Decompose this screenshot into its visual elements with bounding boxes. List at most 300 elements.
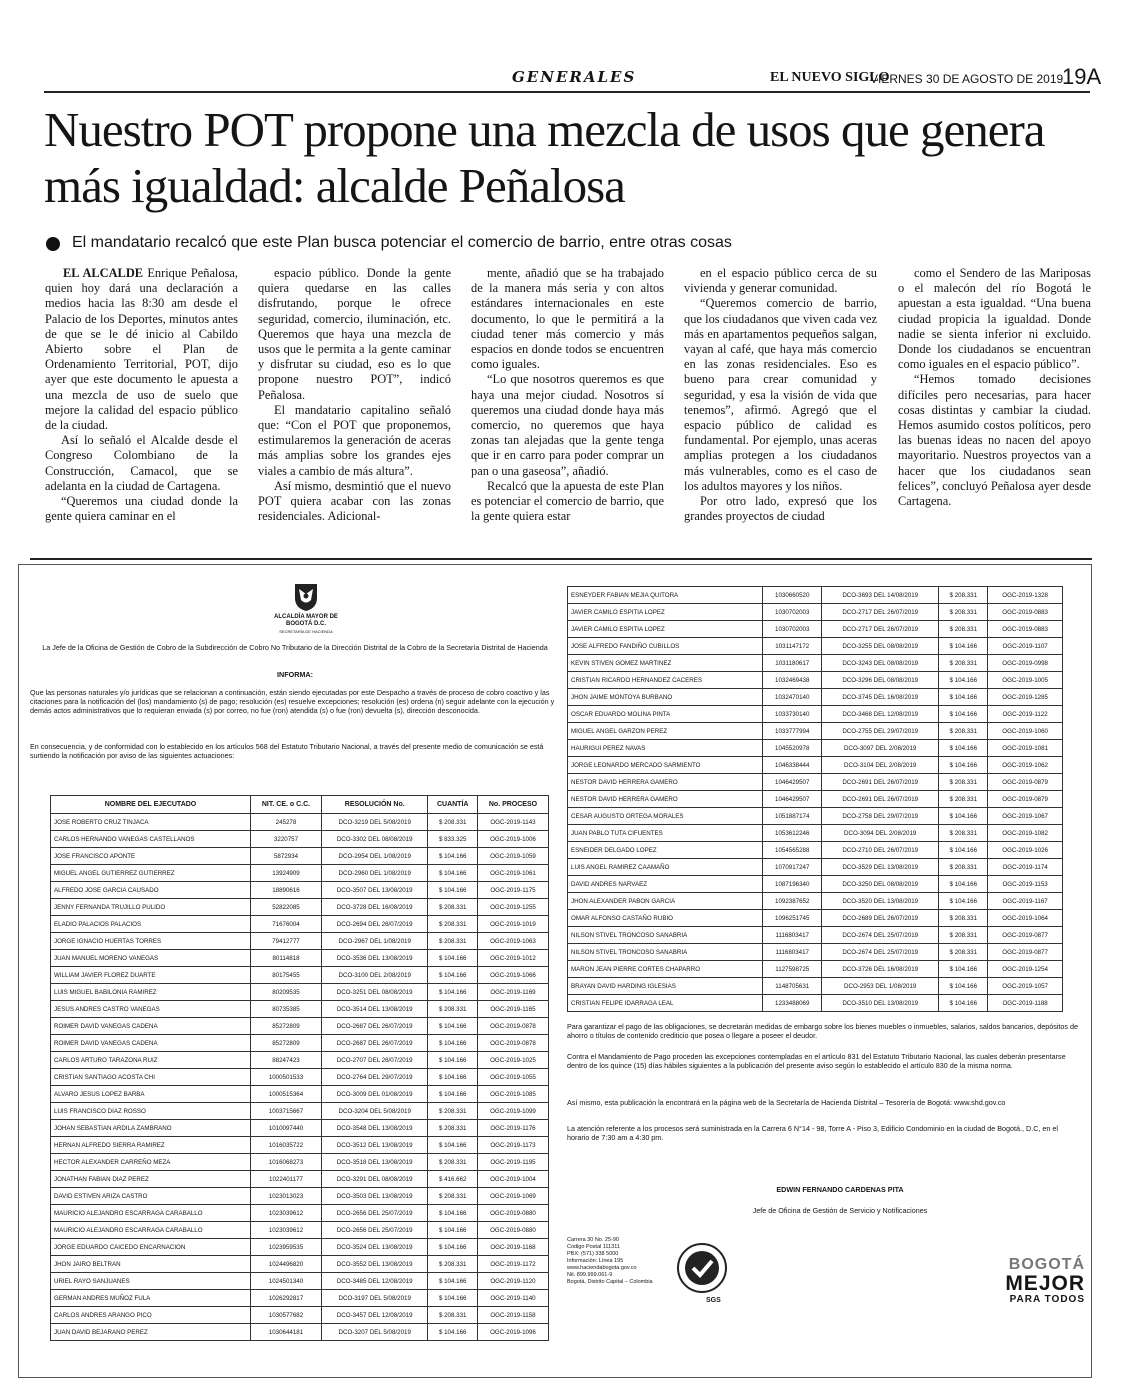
table-row xyxy=(51,1188,549,1205)
table-cell: ESNEYDER FABIAN MEJIA QUITORA xyxy=(568,587,763,604)
table-cell: 52822085 xyxy=(250,899,321,916)
table-cell: OGC-2019-0878 xyxy=(477,1018,548,1035)
table-row xyxy=(51,1256,549,1273)
table-cell: OGC-2019-1120 xyxy=(477,1273,548,1290)
table-cell: DCO-3197 DEL 5/08/2019 xyxy=(322,1290,428,1307)
table-cell: $ 208.331 xyxy=(939,604,988,621)
table-cell: CRISTIAN RICARDO HERNANDEZ CACERES xyxy=(568,672,763,689)
table-cell: OGC-2019-1082 xyxy=(988,825,1063,842)
article-paragraph: en el espacio público cerca de su vivienda y generar comunidad. xyxy=(684,266,877,296)
table-cell: DCO-3514 DEL 13/08/2019 xyxy=(322,1001,428,1018)
table-cell: $ 208.331 xyxy=(428,1103,478,1120)
table-cell: DCO-3510 DEL 13/08/2019 xyxy=(822,995,939,1012)
table-row xyxy=(51,899,549,916)
table-cell: $ 104.166 xyxy=(428,1239,478,1256)
table-header-cell: NOMBRE DEL EJECUTADO xyxy=(51,796,251,814)
table-cell: OGC-2019-1067 xyxy=(988,808,1063,825)
table-cell: $ 208.331 xyxy=(428,1307,478,1324)
table-row xyxy=(51,1239,549,1256)
table-cell: OGC-2019-1107 xyxy=(988,638,1063,655)
table-cell: DCO-3536 DEL 13/08/2019 xyxy=(322,950,428,967)
table-cell: OGC-2019-1173 xyxy=(477,1137,548,1154)
article-column-2 xyxy=(258,266,451,524)
table-cell: 1233488069 xyxy=(763,995,822,1012)
table-cell: $ 104.166 xyxy=(939,672,988,689)
table-row xyxy=(51,831,549,848)
table-cell: $ 104.166 xyxy=(428,967,478,984)
table-cell: DCO-3524 DEL 13/08/2019 xyxy=(322,1239,428,1256)
table-cell: OGC-2019-0883 xyxy=(988,604,1063,621)
table-cell: 1033777994 xyxy=(763,723,822,740)
table-cell: OGC-2019-1099 xyxy=(477,1103,548,1120)
certification-seal-icon xyxy=(672,1240,732,1300)
table-cell: OGC-2019-1061 xyxy=(477,865,548,882)
table-cell: DAVID ANDRES NARVAEZ xyxy=(568,876,763,893)
article-paragraph: mente, añadió que se ha trabajado de la manera más seria y con altos estándares internacionales en este documento, lo que le permitirá a la ciudad tener más comercio y más espacios en donde todos se encuentren como iguales. xyxy=(471,266,664,372)
table-cell: DCO-3728 DEL 16/08/2019 xyxy=(322,899,428,916)
table-cell: 79412777 xyxy=(250,933,321,950)
table-cell: 1000501533 xyxy=(250,1069,321,1086)
table-cell: DCO-3512 DEL 13/08/2019 xyxy=(322,1137,428,1154)
notice-web-paragraph: Así mismo, esta publicación la encontrará en la página web de la Secretaría de Hacienda Distrital – Tesorería de Bogotá: www.shd.gov.co xyxy=(567,1098,1006,1107)
table-row xyxy=(568,927,1063,944)
table-cell: $ 104.166 xyxy=(428,950,478,967)
notice-paragraph-1: Que las personas naturales y/o jurídicas que se relacionan a continuación, están siendo ejecutadas por este Despacho a través de proceso de cobro coactivo y las citaciones para la notificación del (los) mandamiento (s) de pago; resolución (es) resuelve excepciones; resolución (es) ordena (n) seguir adelante con la ejecución y demás actos administrativos que lo requieran enviada (s) por correo, no fue (ron) atendida (s) o fue (ron) devuelta (s), dirección desconocida. xyxy=(30,688,555,715)
table-cell: 1096251745 xyxy=(763,910,822,927)
table-cell: OGC-2019-1060 xyxy=(988,723,1063,740)
table-cell: $ 104.166 xyxy=(428,1069,478,1086)
table-cell: DCO-3507 DEL 13/08/2019 xyxy=(322,882,428,899)
table-cell: CARLOS ANDRES ARANGO PICO xyxy=(51,1307,251,1324)
table-cell: $ 104.166 xyxy=(428,1290,478,1307)
table-cell: CESAR AUGUSTO ORTEGA MORALES xyxy=(568,808,763,825)
section-separator xyxy=(30,558,1092,560)
table-header-cell: No. PROCESO xyxy=(477,796,548,814)
table-cell: OGC-2019-1174 xyxy=(988,859,1063,876)
table-cell: DCO-3302 DEL 08/08/2019 xyxy=(322,831,428,848)
table-cell: $ 104.166 xyxy=(939,978,988,995)
table-row xyxy=(568,655,1063,672)
table-cell: $ 208.331 xyxy=(428,1188,478,1205)
table-cell: JONATHAN FABIAN DIAZ PEREZ xyxy=(51,1171,251,1188)
table-cell: OGC-2019-1255 xyxy=(477,899,548,916)
table-cell: JUAN DAVID BEJARANO PEREZ xyxy=(51,1324,251,1341)
table-row xyxy=(51,1018,549,1035)
table-cell: OGC-2019-1172 xyxy=(477,1256,548,1273)
table-cell: OGC-2019-0883 xyxy=(988,621,1063,638)
article-paragraph xyxy=(45,266,238,433)
table-cell: 1016068273 xyxy=(250,1154,321,1171)
table-row xyxy=(568,893,1063,910)
secretaria-name: SECRETARÍA DE HACIENDA xyxy=(279,629,333,634)
table-cell: WILLIAM JAVIER FLOREZ DUARTE xyxy=(51,967,251,984)
table-cell: $ 208.331 xyxy=(939,825,988,842)
table-cell: OGC-2019-0877 xyxy=(988,944,1063,961)
table-cell: OGC-2019-1066 xyxy=(477,967,548,984)
signer-name: EDWIN FERNANDO CARDENAS PITA xyxy=(776,1185,904,1194)
notice-intro: La Jefe de la Oficina de Gestión de Cobro de la Subdirección de Cobro No Tributario de la Dirección Distrital de la Cobro de la Secretaría Distrital de Hacienda xyxy=(42,643,548,652)
table-cell: $ 833.325 xyxy=(428,831,478,848)
table-cell: CARLOS HERNANDO VANEGAS CASTELLANOS xyxy=(51,831,251,848)
table-row xyxy=(51,1052,549,1069)
table-cell: 3220757 xyxy=(250,831,321,848)
table-cell: $ 208.331 xyxy=(428,814,478,831)
newspaper-name: EL NUEVO SIGLO xyxy=(770,70,890,85)
table-cell: DCO-3009 DEL 01/08/2019 xyxy=(322,1086,428,1103)
table-cell: BRAYAN DAVID HARDING IGLESIAS xyxy=(568,978,763,995)
table-cell: DCO-2656 DEL 25/07/2019 xyxy=(322,1222,428,1239)
table-cell: $ 104.166 xyxy=(428,1222,478,1239)
table-row xyxy=(568,910,1063,927)
table-cell: OGC-2019-0998 xyxy=(988,655,1063,672)
table-header-row xyxy=(51,796,549,814)
table-cell: JHON ALEXANDER PABON GARCIA xyxy=(568,893,763,910)
table-cell: $ 104.166 xyxy=(939,893,988,910)
table-cell: $ 104.166 xyxy=(939,757,988,774)
table-cell: OGC-2019-1062 xyxy=(988,757,1063,774)
table-cell: 1024501340 xyxy=(250,1273,321,1290)
article-paragraph: “Hemos tomado decisiones difíciles pero necesarias, para hacer cosas distintas y cambiar la ciudad. Hemos asumido costos políticos, pero las buenas ideas no nacen del apoyo mayoritario. Nuestros proyectos van a hacer que los ciudadanos sean felices”, concluyó Peñalosa ayer desde Cartagena. xyxy=(898,372,1091,509)
notice-embargo-paragraph: Para garantizar el pago de las obligaciones, se decretarán medidas de embargo sobre los bienes muebles o inmuebles, salarios, saldos bancarios, depósitos de ahorro o títulos de contenido crediticio que posea o llegare a poseer el deudor. xyxy=(567,1022,1079,1040)
table-cell: DCO-3255 DEL 08/08/2019 xyxy=(822,638,939,655)
table-header-cell: NIT. CE. o C.C. xyxy=(250,796,321,814)
table-cell: $ 208.331 xyxy=(428,1154,478,1171)
table-cell: $ 208.331 xyxy=(939,655,988,672)
table-cell: OGC-2019-0880 xyxy=(477,1205,548,1222)
table-row xyxy=(51,1137,549,1154)
table-cell: ESNEIDER DELGADO LOPEZ xyxy=(568,842,763,859)
table-row xyxy=(51,848,549,865)
table-cell: JORGE LEONARDO MERCADO SARMIENTO xyxy=(568,757,763,774)
table-cell: 1087196340 xyxy=(763,876,822,893)
table-cell: 80209535 xyxy=(250,984,321,1001)
table-cell: 1031180617 xyxy=(763,655,822,672)
table-cell: JAVIER CAMILO ESPITIA LOPEZ xyxy=(568,604,763,621)
table-cell: JOSE ALFREDO FANDIÑO CUBILLOS xyxy=(568,638,763,655)
table-cell: $ 416.662 xyxy=(428,1171,478,1188)
table-cell: JOSE ROBERTO CRUZ TINJACA xyxy=(51,814,251,831)
table-cell: $ 104.166 xyxy=(428,848,478,865)
table-row xyxy=(568,723,1063,740)
table-cell: $ 104.166 xyxy=(428,984,478,1001)
table-cell: 1033730140 xyxy=(763,706,822,723)
table-cell: $ 208.331 xyxy=(939,944,988,961)
table-cell: DCO-2694 DEL 26/07/2019 xyxy=(322,916,428,933)
table-row xyxy=(51,1171,549,1188)
table-row xyxy=(51,1273,549,1290)
table-cell: LUIS ANGEL RAMIREZ CAAMAÑO xyxy=(568,859,763,876)
table-cell: OGC-2019-1057 xyxy=(988,978,1063,995)
table-cell: OGC-2019-1285 xyxy=(988,689,1063,706)
page-number: 19A xyxy=(1062,64,1102,89)
table-cell: OGC-2019-1169 xyxy=(477,984,548,1001)
table-cell: $ 104.166 xyxy=(939,740,988,757)
table-row xyxy=(51,1222,549,1239)
table-cell: DCO-2717 DEL 26/07/2019 xyxy=(822,621,939,638)
table-cell: DCO-2674 DEL 25/07/2019 xyxy=(822,927,939,944)
article-paragraph: Por otro lado, expresó que los grandes proyectos de ciudad xyxy=(684,494,877,524)
table-cell: $ 104.166 xyxy=(428,1035,478,1052)
table-cell: JESUS ANDRES CASTRO VANEGAS xyxy=(51,1001,251,1018)
table-cell: DCO-3104 DEL 2/08/2019 xyxy=(822,757,939,774)
table-cell: ROIMER DAVID VANEGAS CADENA xyxy=(51,1018,251,1035)
table-cell: DCO-3291 DEL 08/08/2019 xyxy=(322,1171,428,1188)
table-cell: OSCAR EDUARDO MOLINA PINTA xyxy=(568,706,763,723)
table-cell: 1030660520 xyxy=(763,587,822,604)
table-cell: DCO-3097 DEL 2/08/2019 xyxy=(822,740,939,757)
table-cell: 1030702003 xyxy=(763,621,822,638)
table-row xyxy=(568,638,1063,655)
table-cell: OGC-2019-1328 xyxy=(988,587,1063,604)
table-cell: 1054565288 xyxy=(763,842,822,859)
table-cell: CRISTIAN FELIPE IDARRAGA LEAL xyxy=(568,995,763,1012)
contact-line: Codigo Postal 111311 xyxy=(567,1244,620,1250)
table-cell: OGC-2019-1096 xyxy=(477,1324,548,1341)
table-row xyxy=(568,808,1063,825)
table-cell: DCO-3745 DEL 16/08/2019 xyxy=(822,689,939,706)
article-paragraph: espacio público. Donde la gente quiera quedarse en las calles disfrutando, porque le ofrece seguridad, comercio, iluminación, etc. Queremos que haya una mezcla de usos que le permita a la gente caminar y disfrutar su ciudad, eso es lo que propone nuestro POT”, indicó Peñalosa. xyxy=(258,266,451,402)
table-cell: 1070917247 xyxy=(763,859,822,876)
alcaldia-name: ALCALDÍA MAYOR DE BOGOTÁ D.C. xyxy=(274,614,338,627)
table-cell: OGC-2019-1168 xyxy=(477,1239,548,1256)
table-row xyxy=(568,978,1063,995)
table-row xyxy=(568,791,1063,808)
table-cell: DCO-3503 DEL 13/08/2019 xyxy=(322,1188,428,1205)
table-row xyxy=(568,689,1063,706)
table-cell: OGC-2019-1019 xyxy=(477,916,548,933)
table-cell: 1127598725 xyxy=(763,961,822,978)
table-row xyxy=(51,1154,549,1171)
table-cell: OGC-2019-1004 xyxy=(477,1171,548,1188)
table-cell: OGC-2019-1006 xyxy=(477,831,548,848)
headline: Nuestro POT propone una mezcla de usos que genera más igualdad: alcalde Peñalosa xyxy=(44,102,1045,213)
table-cell: OGC-2019-1063 xyxy=(477,933,548,950)
table-cell: 85272809 xyxy=(250,1035,321,1052)
table-cell: $ 208.331 xyxy=(939,791,988,808)
table-cell: KEVIN STIVEN GOMEZ MARTINEZ xyxy=(568,655,763,672)
table-cell: DCO-2687 DEL 26/07/2019 xyxy=(322,1035,428,1052)
table-row xyxy=(51,882,549,899)
table-cell: 88247423 xyxy=(250,1052,321,1069)
table-cell: $ 104.166 xyxy=(939,995,988,1012)
table-cell: $ 104.166 xyxy=(428,1137,478,1154)
debtors-table-right xyxy=(567,586,1063,1012)
table-row xyxy=(51,1307,549,1324)
table-cell: OGC-2019-1167 xyxy=(988,893,1063,910)
table-cell: HAURIGUI PEREZ NAVAS xyxy=(568,740,763,757)
table-cell: 1024496820 xyxy=(250,1256,321,1273)
alcaldia-label xyxy=(270,614,342,635)
bullet-icon xyxy=(46,237,60,251)
table-cell: 85272809 xyxy=(250,1018,321,1035)
table-row xyxy=(568,587,1063,604)
signer-title: Jefe de Oficina de Gestión de Servicio y Notificaciones xyxy=(752,1206,928,1215)
table-cell: $ 208.331 xyxy=(939,723,988,740)
article-paragraph-text: Enrique Peñalosa, quien hoy dará una declaración a medios hacia las 8:30 am desde el Palacio de los Deportes, minutos antes de que se le dé inicio al Cabildo Abierto sobre el Plan de Ordenamiento Territorial, POT, dijo ayer que este documento le apuesta a una mezcla de uso de suelo que mejore la calidad del espacio público de la ciudad. xyxy=(45,266,238,433)
table-cell: CARLOS ARTURO TARAZONA RUIZ xyxy=(51,1052,251,1069)
table-cell: MAURICIO ALEJANDRO ESCARRAGA CARABALLO xyxy=(51,1222,251,1239)
table-cell: HERNAN ALFREDO SIERRA RAMIREZ xyxy=(51,1137,251,1154)
table-cell: DCO-3251 DEL 08/08/2019 xyxy=(322,984,428,1001)
table-cell: $ 104.166 xyxy=(428,1205,478,1222)
table-cell: 80735385 xyxy=(250,1001,321,1018)
table-cell: OGC-2019-1055 xyxy=(477,1069,548,1086)
table-cell: OGC-2019-1195 xyxy=(477,1154,548,1171)
table-cell: 1116803417 xyxy=(763,927,822,944)
table-cell: DCO-3529 DEL 13/08/2019 xyxy=(822,859,939,876)
article-paragraph: Así mismo, desmintió que el nuevo POT quiera acabar con las zonas residenciales. Adicional- xyxy=(258,478,451,524)
article-paragraph: Así lo señaló el Alcalde desde el Congreso Colombiano de la Construcción, Camacol, que se adelanta en la ciudad de Cartagena. xyxy=(45,433,238,493)
article-paragraph: “Queremos comercio de barrio, que los ciudadanos que viven cada vez más en apartamentos pequeños salgan, vayan al café, que haya más comercio en las zonas residenciales. Eso es bueno para crear comunidad y seguridad, y esa la visión de vida que tenemos”, afirmó. Agregó que el espacio público de calidad es fundamental. Por ejemplo, unas aceras amplias protegen a los ciudadanos más vulnerables, como es el caso de los adultos mayores y los niños. xyxy=(684,296,877,493)
table-row xyxy=(51,984,549,1001)
table-row xyxy=(51,967,549,984)
table-cell: DCO-3207 DEL 5/08/2019 xyxy=(322,1324,428,1341)
table-row xyxy=(51,950,549,967)
bogota-logo-line-1: BOGOTÁ xyxy=(1008,1256,1085,1273)
table-cell: 1030702003 xyxy=(763,604,822,621)
table-cell: JOHAN SEBASTIAN ARDILA ZAMBRANO xyxy=(51,1120,251,1137)
table-row xyxy=(568,604,1063,621)
table-cell: DCO-2954 DEL 1/08/2019 xyxy=(322,848,428,865)
table-cell: DCO-2758 DEL 29/07/2019 xyxy=(822,808,939,825)
table-cell: DCO-2755 DEL 29/07/2019 xyxy=(822,723,939,740)
table-row xyxy=(568,621,1063,638)
table-row xyxy=(51,865,549,882)
article-paragraph: como el Sendero de las Mariposas o el malecón del río Bogotá le apuestan a esta igualdad. “Una buena ciudad propicia la igualdad. Donde nadie se sienta inferior ni excluido. Donde los ciudadanos se encuentran como iguales en el espacio público”. xyxy=(898,266,1091,372)
table-cell: DCO-2674 DEL 25/07/2019 xyxy=(822,944,939,961)
table-cell: 1046338444 xyxy=(763,757,822,774)
table-cell: DCO-3485 DEL 12/08/2019 xyxy=(322,1273,428,1290)
table-cell: $ 104.166 xyxy=(939,706,988,723)
table-cell: $ 104.166 xyxy=(939,961,988,978)
table-cell: GERMAN ANDRES MUÑOZ FULA xyxy=(51,1290,251,1307)
table-cell: OGC-2019-0879 xyxy=(988,774,1063,791)
table-row xyxy=(51,1001,549,1018)
notice-paragraph-2: En consecuencia, y de conformidad con lo establecido en los artículos 568 del Estatuto Tributario Nacional, a través del presente medio de comunicación se está surtiendo la notificación por aviso de las siguientes actuaciones: xyxy=(30,742,544,760)
notice-attention-paragraph: La atención referente a los procesos será suministrada en la Carrera 6 N°14 - 98, Torre A - Piso 3, Edificio Condominio en la ciudad de Bogotá., D.C, en el horario de 7:30 am a 4:30 pm. xyxy=(567,1124,1058,1142)
table-cell: $ 208.331 xyxy=(939,927,988,944)
table-cell: NESTOR DAVID HERRERA GAMERO xyxy=(568,774,763,791)
table-cell: $ 104.166 xyxy=(939,842,988,859)
article-column-1 xyxy=(45,266,238,524)
table-cell: OMAR ALFONSO CASTAÑO RUBIO xyxy=(568,910,763,927)
table-cell: DCO-3693 DEL 14/08/2019 xyxy=(822,587,939,604)
table-cell: $ 104.166 xyxy=(428,1273,478,1290)
table-cell: $ 208.331 xyxy=(939,587,988,604)
table-row xyxy=(51,814,549,831)
table-cell: CRISTIAN SANTIAGO ACOSTA CHI xyxy=(51,1069,251,1086)
table-cell: $ 208.331 xyxy=(939,910,988,927)
table-cell: 1000515364 xyxy=(250,1086,321,1103)
table-cell: JAVIER CAMILO ESPITIA LOPEZ xyxy=(568,621,763,638)
table-cell: DCO-3520 DEL 13/08/2019 xyxy=(822,893,939,910)
bogota-logo xyxy=(985,1256,1085,1305)
table-cell: 80175455 xyxy=(250,967,321,984)
table-cell: $ 208.331 xyxy=(939,774,988,791)
table-header-cell: CUANTÍA xyxy=(428,796,478,814)
table-cell: OGC-2019-1064 xyxy=(988,910,1063,927)
notice-informa: INFORMA: xyxy=(277,670,313,679)
table-cell: 1026292817 xyxy=(250,1290,321,1307)
table-cell: ELADIO PALACIOS PALACIOS xyxy=(51,916,251,933)
table-cell: OGC-2019-1165 xyxy=(477,1001,548,1018)
section-label: GENERALES xyxy=(512,68,637,86)
article-column-3 xyxy=(471,266,664,524)
table-row xyxy=(568,672,1063,689)
table-row xyxy=(51,916,549,933)
table-row xyxy=(568,774,1063,791)
table-cell: $ 104.166 xyxy=(428,1052,478,1069)
table-cell: 1022401177 xyxy=(250,1171,321,1188)
table-row xyxy=(51,1035,549,1052)
table-cell: 1003715667 xyxy=(250,1103,321,1120)
table-cell: OGC-2019-1059 xyxy=(477,848,548,865)
table-cell: 80114818 xyxy=(250,950,321,967)
table-cell: OGC-2019-1081 xyxy=(988,740,1063,757)
table-cell: 1023039612 xyxy=(250,1205,321,1222)
table-cell: DCO-3296 DEL 08/08/2019 xyxy=(822,672,939,689)
table-cell: OGC-2019-0878 xyxy=(477,1035,548,1052)
table-row xyxy=(568,944,1063,961)
table-cell: NILSON STIVEL TRONCOSO SANABRIA xyxy=(568,944,763,961)
table-cell: OGC-2019-1158 xyxy=(477,1307,548,1324)
table-cell: $ 208.331 xyxy=(428,1256,478,1273)
table-cell: JHON JAIME MONTOYA BURBANO xyxy=(568,689,763,706)
table-cell: $ 104.166 xyxy=(428,1018,478,1035)
table-cell: DCO-2689 DEL 26/07/2019 xyxy=(822,910,939,927)
table-cell: DCO-2764 DEL 29/07/2019 xyxy=(322,1069,428,1086)
table-cell: $ 104.166 xyxy=(428,1086,478,1103)
table-cell: DCO-3552 DEL 13/08/2019 xyxy=(322,1256,428,1273)
table-cell: $ 208.331 xyxy=(939,859,988,876)
table-cell: 13924909 xyxy=(250,865,321,882)
table-cell: 1092387652 xyxy=(763,893,822,910)
table-cell: DCO-2967 DEL 1/08/2019 xyxy=(322,933,428,950)
contact-line: Bogotá, Distrito Capital – Colombia xyxy=(567,1279,653,1285)
bogota-logo-line-2: MEJOR xyxy=(1005,1272,1085,1295)
table-cell: ALVARO JESUS LOPEZ BARBA xyxy=(51,1086,251,1103)
table-cell: $ 104.166 xyxy=(939,876,988,893)
contact-line: Información: Línea 195 xyxy=(567,1258,624,1264)
table-row xyxy=(51,1205,549,1222)
table-cell: DCO-3726 DEL 16/08/2019 xyxy=(822,961,939,978)
table-cell: NILSON STIVEL TRONCOSO SANABRIA xyxy=(568,927,763,944)
table-cell: OGC-2019-1012 xyxy=(477,950,548,967)
table-cell: LUIS MIGUEL BABILONIA RAMIREZ xyxy=(51,984,251,1001)
bogota-logo-line-3: PARA TODOS xyxy=(1009,1294,1085,1305)
table-cell: MIGUEL ANGEL GARZON PEREZ xyxy=(568,723,763,740)
table-row xyxy=(568,740,1063,757)
table-row xyxy=(568,995,1063,1012)
table-cell: DCO-2960 DEL 1/08/2019 xyxy=(322,865,428,882)
table-cell: DCO-3518 DEL 13/08/2019 xyxy=(322,1154,428,1171)
table-cell: DCO-2710 DEL 26/07/2019 xyxy=(822,842,939,859)
table-row xyxy=(51,1120,549,1137)
table-cell: DCO-3100 DEL 2/08/2019 xyxy=(322,967,428,984)
table-cell: OGC-2019-1175 xyxy=(477,882,548,899)
subheadline: El mandatario recalcó que este Plan busca potenciar el comercio de barrio, entre otras cosas xyxy=(72,234,732,251)
notice-exceptions-paragraph: Contra el Mandamiento de Pago proceden las excepciones contempladas en el artículo 831 del Estatuto Tributario Nacional, las cuales deberán presentarse dentro de los quince (15) días hábiles siguientes a la publicación del presente aviso según lo establecido el artículo 830 de la misma norma. xyxy=(567,1052,1066,1070)
table-cell: DCO-3219 DEL 5/08/2019 xyxy=(322,814,428,831)
table-cell: DCO-2953 DEL 1/08/2019 xyxy=(822,978,939,995)
table-cell: OGC-2019-1122 xyxy=(988,706,1063,723)
table-cell: DCO-2687 DEL 26/07/2019 xyxy=(322,1018,428,1035)
table-cell: $ 104.166 xyxy=(428,865,478,882)
article-lead: EL ALCALDE xyxy=(63,266,144,280)
table-row xyxy=(51,1290,549,1307)
table-cell: JORGE EDUARDO CAICEDO ENCARNACION xyxy=(51,1239,251,1256)
table-cell: DCO-3468 DEL 12/08/2019 xyxy=(822,706,939,723)
